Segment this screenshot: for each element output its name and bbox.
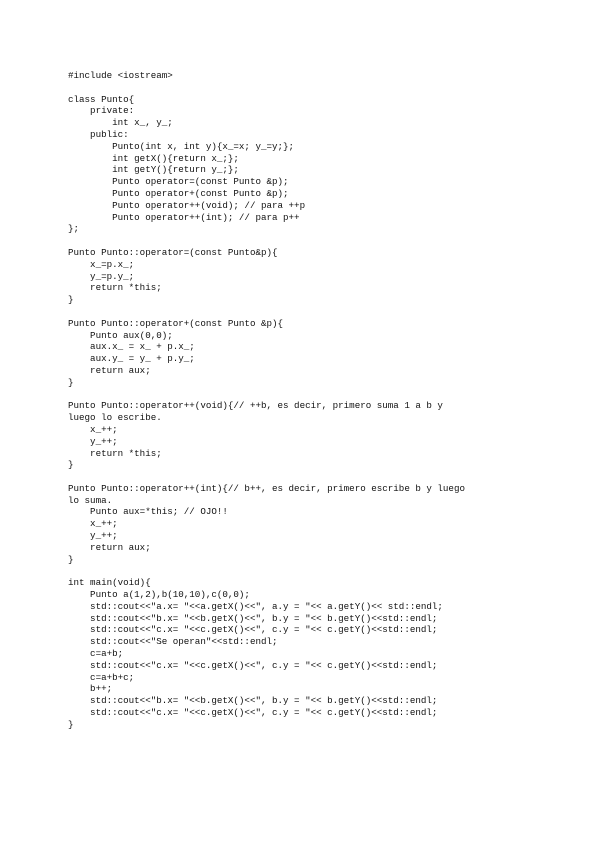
code-line: int getY(){return y_;}; (68, 164, 239, 176)
code-line: } (68, 459, 74, 471)
code-line: int x_, y_; (68, 117, 173, 129)
code-line: Punto operator=(const Punto &p); (68, 176, 289, 188)
code-line: x_++; (68, 518, 118, 530)
code-line: std::cout<<"c.x= "<<c.getX()<<", c.y = "<< c.getY()<<std::endl; (68, 707, 438, 719)
code-line: return *this; (68, 282, 162, 294)
code-line: private: (68, 105, 135, 117)
code-line (68, 565, 588, 577)
code-line: Punto a(1,2),b(10,10),c(0,0); (68, 589, 250, 601)
code-line: }; (68, 223, 80, 235)
code-line: return aux; (68, 541, 151, 553)
code-line: std::cout<<"b.x= "<<b.getX()<<", b.y = "<< b.getY()<<std::endl; (68, 695, 438, 707)
code-line: return *this; (68, 447, 162, 459)
code-line: aux.y_ = y_ + p.y_; (68, 353, 195, 365)
code-line (68, 471, 588, 483)
code-line: Punto aux=*this; // OJO!! (68, 506, 228, 518)
code-line: class Punto{ (68, 93, 135, 105)
code-line: std::cout<<"Se operan"<<std::endl; (68, 636, 278, 648)
code-line: b++; (68, 683, 113, 695)
code-line: aux.x_ = x_ + p.x_; (68, 341, 195, 353)
code-line: lo suma. (68, 494, 113, 506)
code-line (68, 306, 588, 318)
code-line: y_++; (68, 435, 118, 447)
code-line: Punto Punto::operator++(int){// b++, es decir, primero escribe b y luego (68, 482, 465, 494)
code-line: y_=p.y_; (68, 270, 135, 282)
code-line: Punto operator++(void); // para ++p (68, 199, 306, 211)
code-line: } (68, 553, 74, 565)
code-line: std::cout<<"a.x= "<<a.getX()<<", a.y = "<< a.getY()<< std::endl; (68, 600, 443, 612)
code-line: } (68, 294, 74, 306)
code-line: x_++; (68, 423, 118, 435)
code-line: public: (68, 128, 129, 140)
code-line: std::cout<<"b.x= "<<b.getX()<<", b.y = "<< b.getY()<<std::endl; (68, 612, 438, 624)
code-line: Punto aux(0,0); (68, 329, 173, 341)
code-line: y_++; (68, 530, 118, 542)
code-line: return aux; (68, 364, 151, 376)
code-line: Punto Punto::operator=(const Punto&p){ (68, 246, 278, 258)
code-line: x_=p.x_; (68, 258, 135, 270)
code-line: int getX(){return x_;}; (68, 152, 239, 164)
code-line: Punto(int x, int y){x_=x; y_=y;}; (68, 140, 295, 152)
code-line: Punto operator+(const Punto &p); (68, 187, 289, 199)
code-line: #include <iostream> (68, 70, 173, 81)
code-line (68, 235, 588, 247)
code-line: Punto Punto::operator+(const Punto &p){ (68, 317, 284, 329)
code-line: std::cout<<"c.x= "<<c.getX()<<", c.y = "<< c.getY()<<std::endl; (68, 659, 438, 671)
code-line (68, 389, 588, 401)
code-line: } (68, 718, 74, 730)
code-line: int main(void){ (68, 577, 151, 589)
code-line: } (68, 376, 74, 388)
code-line: luego lo escribe. (68, 412, 162, 424)
code-line: c=a+b; (68, 648, 124, 660)
code-line: Punto Punto::operator++(void){// ++b, es decir, primero suma 1 a b y (68, 400, 443, 412)
code-line: c=a+b+c; (68, 671, 135, 683)
code-line (68, 82, 588, 94)
code-listing (68, 70, 588, 731)
code-line: std::cout<<"c.x= "<<c.getX()<<", c.y = "<< c.getY()<<std::endl; (68, 624, 438, 636)
code-line: Punto operator++(int); // para p++ (68, 211, 300, 223)
